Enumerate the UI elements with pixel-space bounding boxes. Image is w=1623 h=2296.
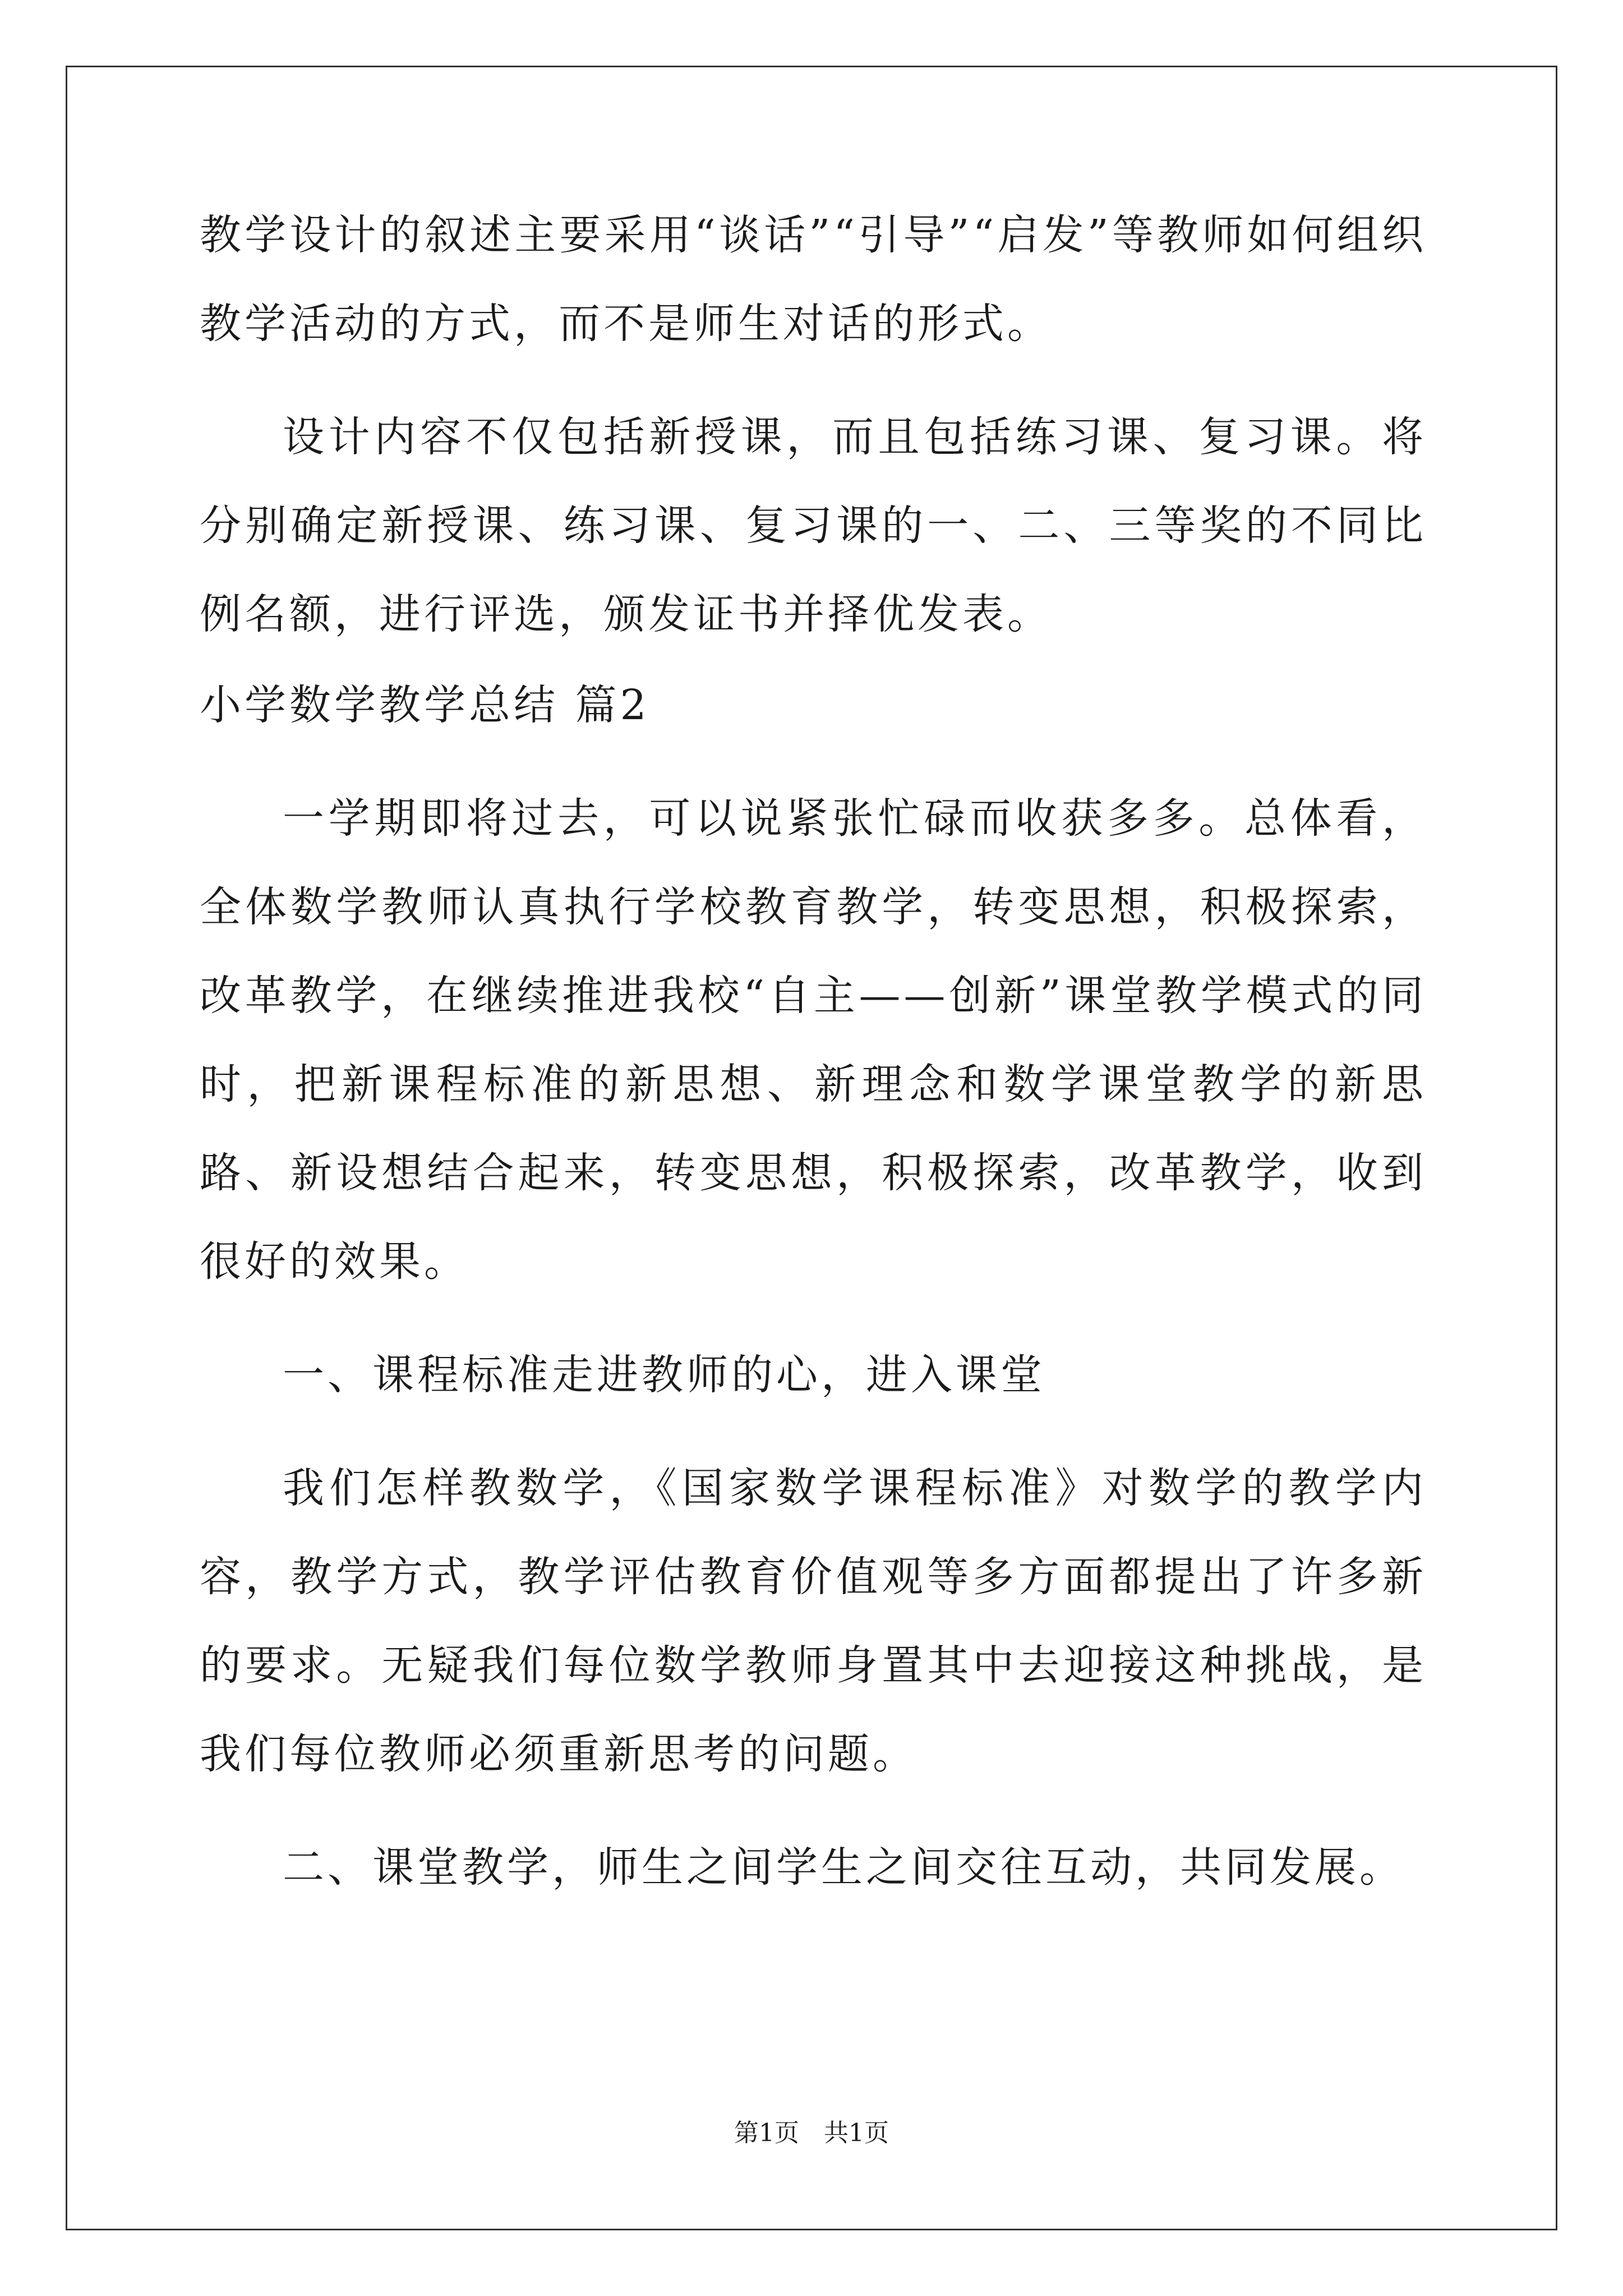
section-heading: 小学数学教学总结 篇2 xyxy=(200,681,650,729)
subheading-1: 一、课程标准走进教师的心，进入课堂 xyxy=(283,1351,1045,1399)
paragraph-2: 设计内容不仅包括新授课，而且包括练习课、复习课。将分别确定新授课、练习课、复习课的一、二、三等奖的不同比例名额，进行评选，颁发证书并择优发表。 xyxy=(200,413,1427,638)
subheading-2: 二、课堂教学，师生之间学生之间交往互动，共同发展。 xyxy=(283,1843,1404,1892)
paragraph-1: 教学设计的叙述主要采用“谈话”“引导”“启发”等教师如何组织教学活动的方式，而不是师生对话的形式。 xyxy=(200,211,1427,348)
page-number: 第1页 共1页 xyxy=(734,2119,889,2147)
paragraph-3: 一学期即将过去，可以说紧张忙碌而收获多多。总体看，全体数学教师认真执行学校教育教学，转变思想，积极探索，改革教学，在继续推进我校“自主——创新”课堂教学模式的同时，把新课程标准的新思想、新理念和数学课堂教学的新思路、新设想结合起来，转变思想，积极探索，改革教学，收到很好的效果。 xyxy=(200,794,1427,1286)
document-body xyxy=(200,191,1427,1912)
paragraph-4: 我们怎样教数学，《国家数学课程标准》对数学的教学内容，教学方式，教学评估教育价值观等多方面都提出了许多新的要求。无疑我们每位数学教师身置其中去迎接这种挑战，是我们每位教师必须重新思考的问题。 xyxy=(200,1464,1427,1778)
